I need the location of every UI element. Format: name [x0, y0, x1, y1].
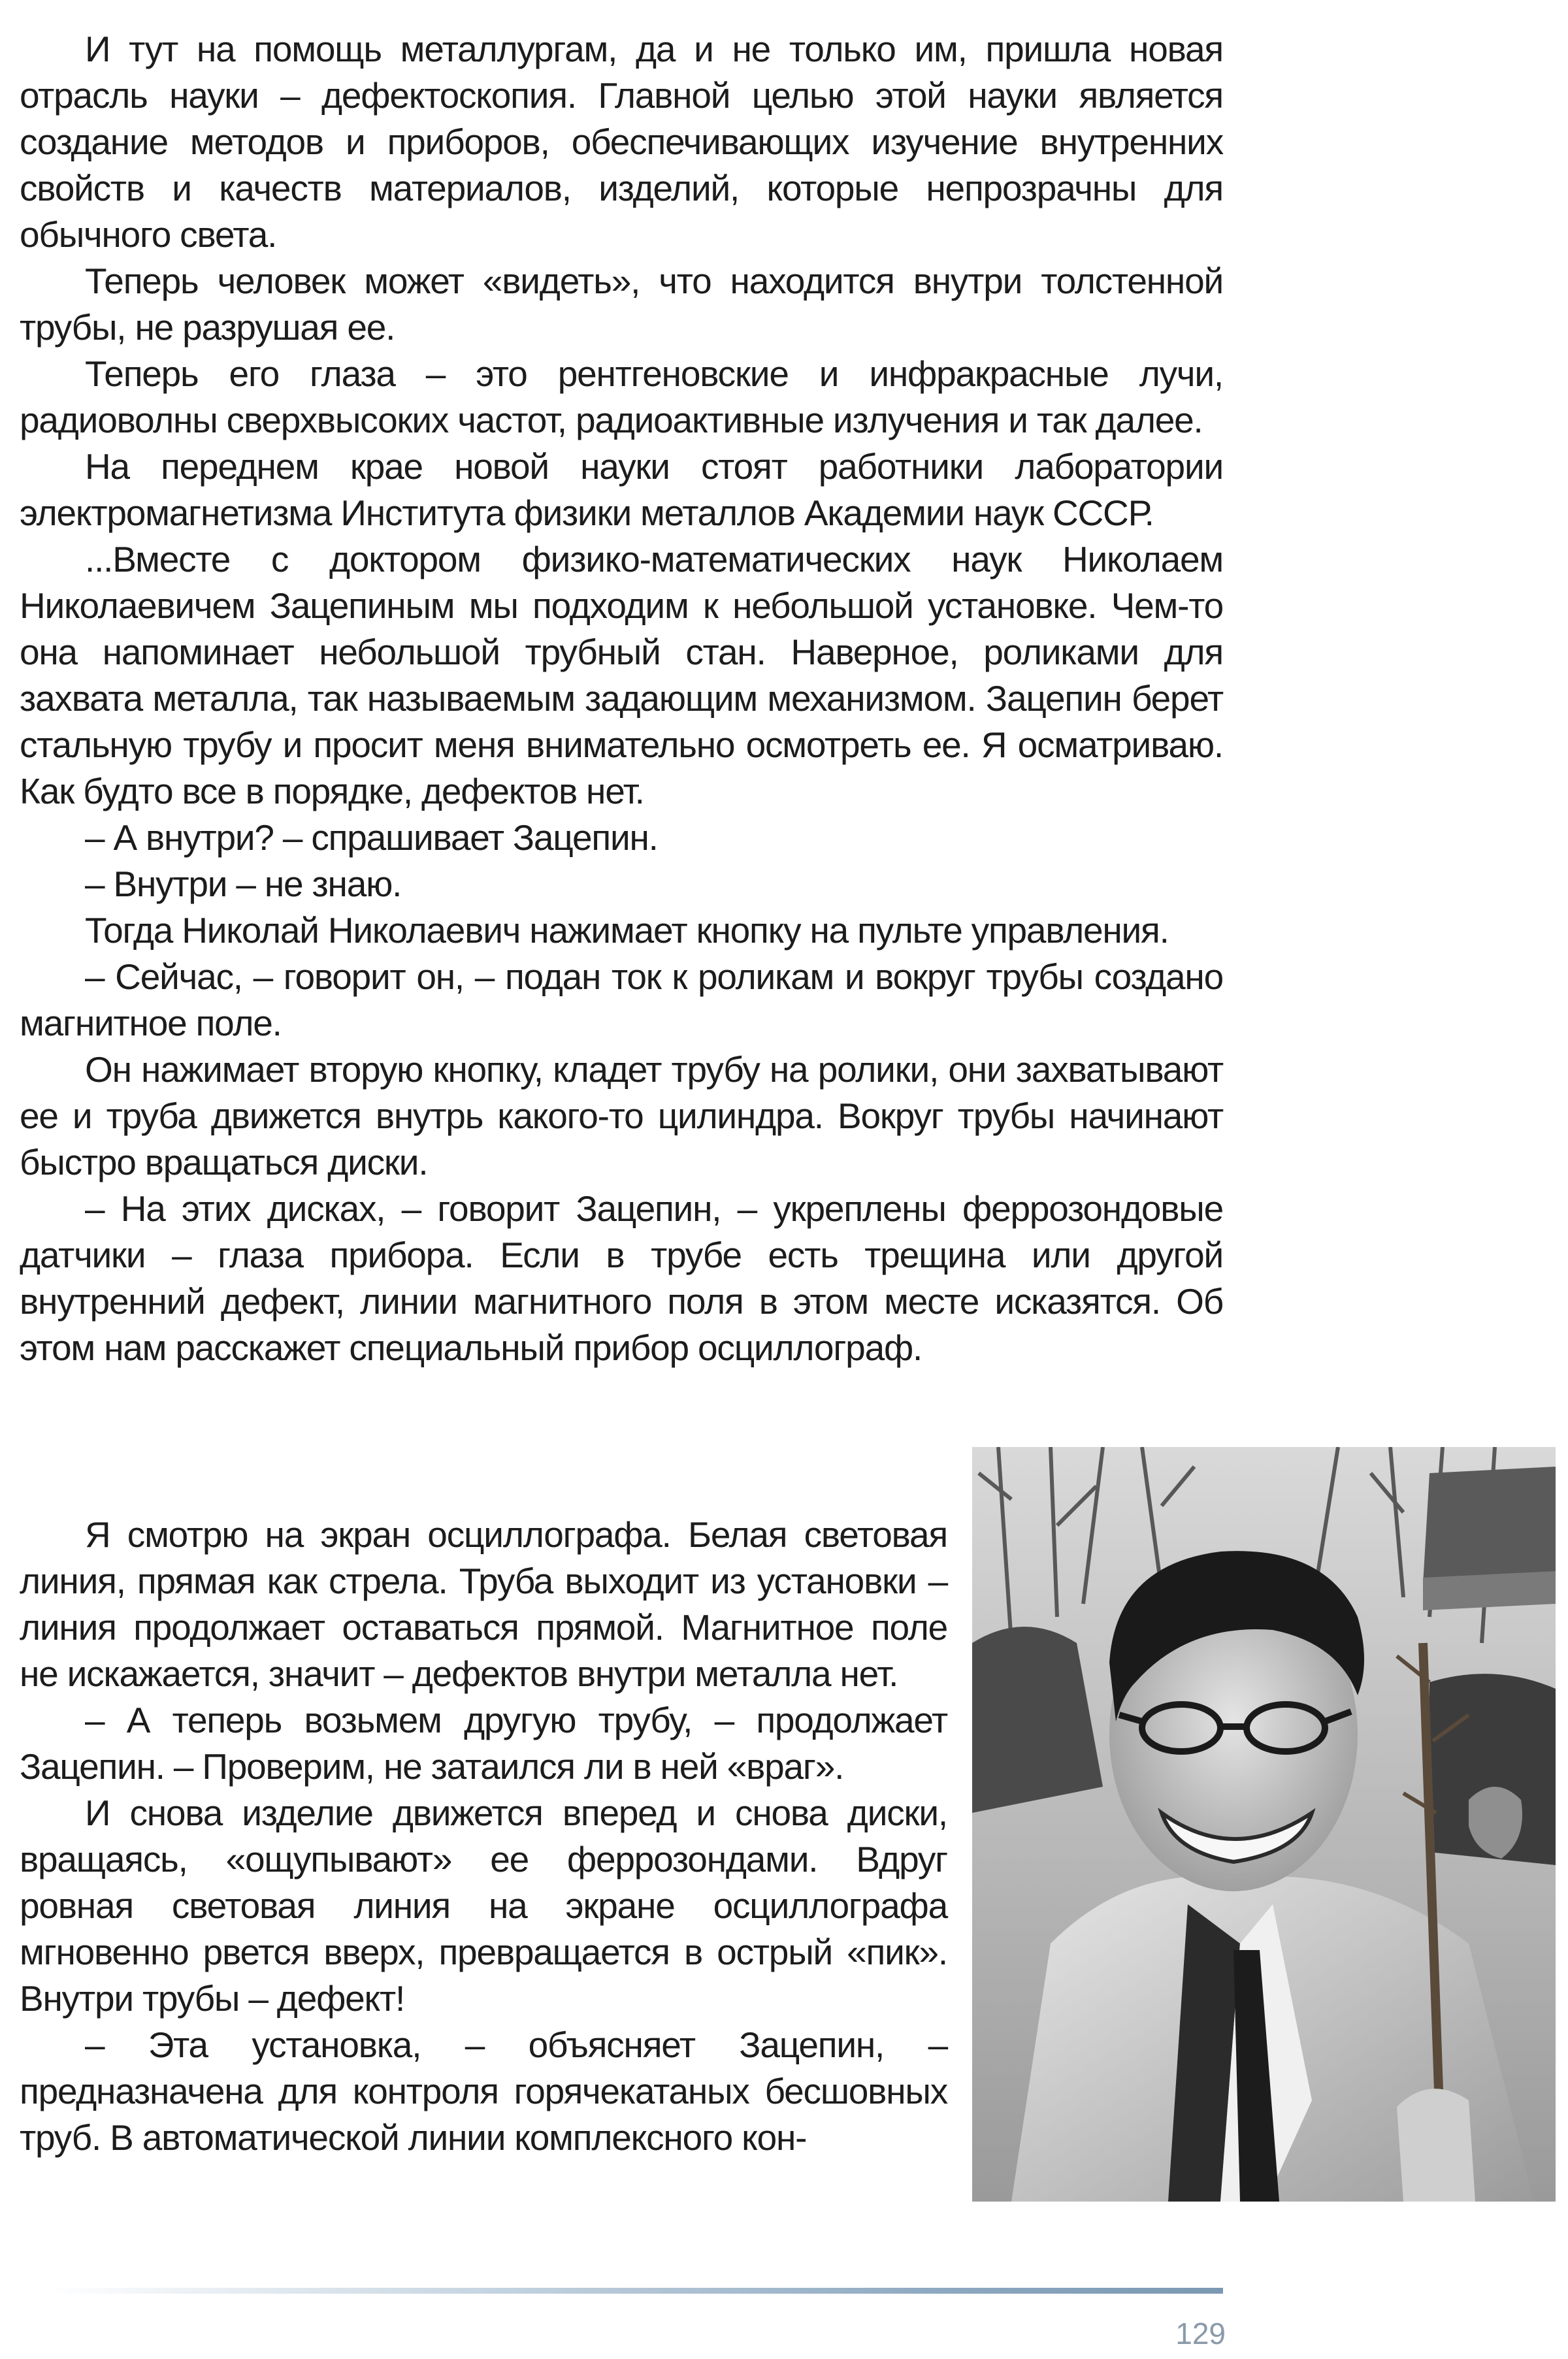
text-column-narrow: [20, 1512, 947, 2161]
paragraph: – А теперь возьмем другую трубу, – продолжает Зацепин. – Проверим, не затаился ли в ней «враг».: [20, 1700, 947, 1787]
paragraph: Теперь его глаза – это рентгеновские и инфракрасные лучи, радиоволны сверхвысоких частот, радиоактивные излучения и так далее.: [20, 353, 1223, 440]
paragraph: И снова изделие движется вперед и снова диски, вращаясь, «ощупывают» ее феррозондами. Вдруг ровная световая линия на экране осциллографа мгновенно рвется вверх, превращается в острый «пик». Внутри трубы – дефект!: [20, 1793, 947, 2019]
paragraph: Теперь человек может «видеть», что находится внутри толстенной трубы, не разрушая ее.: [20, 261, 1223, 348]
text-column-full: [20, 26, 1223, 1371]
portrait-photo: [972, 1447, 1556, 2202]
paragraph: И тут на помощь металлургам, да и не только им, пришла новая отрасль науки – дефектоскопия. Главной целью этой науки является создание методов и приборов, обеспечивающих изучение внутренних свойств и качеств материалов, изделий, которые непрозрачны для обычного света.: [20, 29, 1223, 255]
paragraph: ...Вместе с доктором физико-математических наук Николаем Николаевичем Зацепиным мы подходим к небольшой установке. Чем-то она напоминает небольшой трубный стан. Наверное, роликами для захвата металла, так называемым задающим механизмом. Зацепин берет стальную трубу и просит меня внимательно осмотреть ее. Я осматриваю. Как будто все в порядке, дефектов нет.: [20, 539, 1223, 811]
paragraph: – Эта установка, – объясняет Зацепин, – предназначена для контроля горячекатаных бесшовных труб. В автоматической линии комплексного кон-: [20, 2025, 947, 2158]
portrait-illustration: [972, 1447, 1556, 2202]
paragraph: Тогда Николай Николаевич нажимает кнопку на пульте управления.: [85, 910, 1169, 951]
page-number: 129: [1175, 2317, 1226, 2351]
paragraph: – Сейчас, – говорит он, – подан ток к роликам и вокруг трубы создано магнитное поле.: [20, 956, 1223, 1043]
paragraph: – На этих дисках, – говорит Зацепин, – укреплены феррозондовые датчики – глаза прибора. Если в трубе есть трещина или другой внутренний дефект, линии магнитного поля в этом месте исказятся. Об этом нам расскажет специальный прибор осциллограф.: [20, 1188, 1223, 1368]
paragraph: Он нажимает вторую кнопку, кладет трубу на ролики, они захватывают ее и труба движется внутрь какого-то цилиндра. Вокруг трубы начинают быстро вращаться диски.: [20, 1049, 1223, 1182]
paragraph: На переднем крае новой науки стоят работники лаборатории электромагнетизма Института физики металлов Академии наук СССР.: [20, 446, 1223, 533]
paragraph: Я смотрю на экран осциллографа. Белая световая линия, прямая как стрела. Труба выходит из установки – линия продолжает оставаться прямой. Магнитное поле не искажается, значит – дефектов внутри металла нет.: [20, 1514, 947, 1694]
paragraph: – Внутри – не знаю.: [85, 864, 402, 904]
footer-rule: [46, 2288, 1223, 2294]
paragraph: – А внутри? – спрашивает Зацепин.: [85, 817, 658, 858]
